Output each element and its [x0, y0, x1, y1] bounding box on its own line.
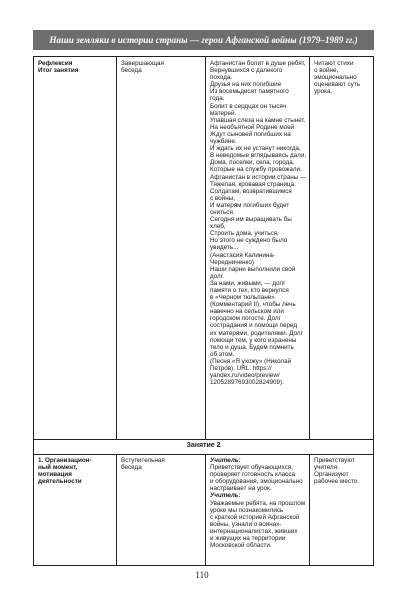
row-divider — [34, 439, 373, 440]
page-header-banner: Наши земляки в истории страны — герои Афганской войны (1979–1989 гг.) — [33, 30, 374, 50]
teacher-text: Приветствует обучающихся, проверяет готовность класса и оборудования, эмоционально настраивает на урок. — [210, 464, 303, 493]
column-divider — [309, 57, 310, 439]
page-number: 110 — [195, 570, 209, 580]
teacher-activity-cell — [210, 457, 308, 549]
column-divider — [116, 454, 117, 566]
lesson-table — [33, 56, 374, 566]
column-divider — [309, 454, 310, 566]
column-divider — [205, 454, 206, 566]
teacher-activity-cell: Афганистан болит в душе ребят, Вернувшихся с далекого похода. Друзья на них погибшие Из восемьдесят памятного года. Болит в сердцах он тысяч матерей. Упавшая слеза на камне стынет. На необъятной Родине моей Ждут сыновей погибших на чужбине. И ждать их не устанут никогда, В неведомые вглядываясь дали, Дома, поселки, села, города, Которые на службу провожали. Афганистан в истории страны — Тяжелая, кровавая страница. Солдатам, возвратившимся с войны, И матерям погибших будет сниться. Сегодня им выращивать бы хлеб, Строить дома, учиться, Но этого не суждено было увидеть... (Анастасия Калинина- Чередниченко) Наши парни выполнили свой долг. За нами, живыми, — долг памяти о тех, кто вернулся в «Черном тюльпане» (Комментарий II), чтобы лечь навечно на сельском или городском погосте. Долг сострадания и помощи перед их матерями, родителями. Долг помощи тем, у кого изранены тело и душа. Будем помнить об этом. (Песня «Я ухожу» (Николай Петров). URL: https:// yandex.ru/video/preview/ 12052897693002824909). — [210, 60, 307, 387]
teacher-text: Уважаемые ребята, на прошлом уроке мы познакомились с краткой историей Афганской войны, узнали о воинах- интернационалистах, живших и живущих на территории Московской области. — [210, 499, 306, 550]
stage-cell: Рефлексия Итог занятия — [38, 60, 79, 75]
student-activity-cell: Читают стихи о войне, эмоционально оценивают суть урока. — [314, 60, 360, 96]
stage-cell: 1. Организацион- ный момент, мотивация деятельности — [38, 457, 92, 486]
teacher-label: Учитель: — [210, 492, 241, 500]
form-cell: Вступительная беседа — [121, 457, 165, 472]
student-activity-cell: Приветствуют учителя. Организуют рабочее место. — [314, 457, 360, 486]
section-title: Занятие 2 — [186, 442, 221, 449]
row-divider — [34, 454, 373, 455]
teacher-label: Учитель: — [210, 457, 241, 464]
column-divider — [116, 57, 117, 439]
column-divider — [205, 57, 206, 439]
form-cell: Завершающая беседа — [121, 60, 164, 75]
